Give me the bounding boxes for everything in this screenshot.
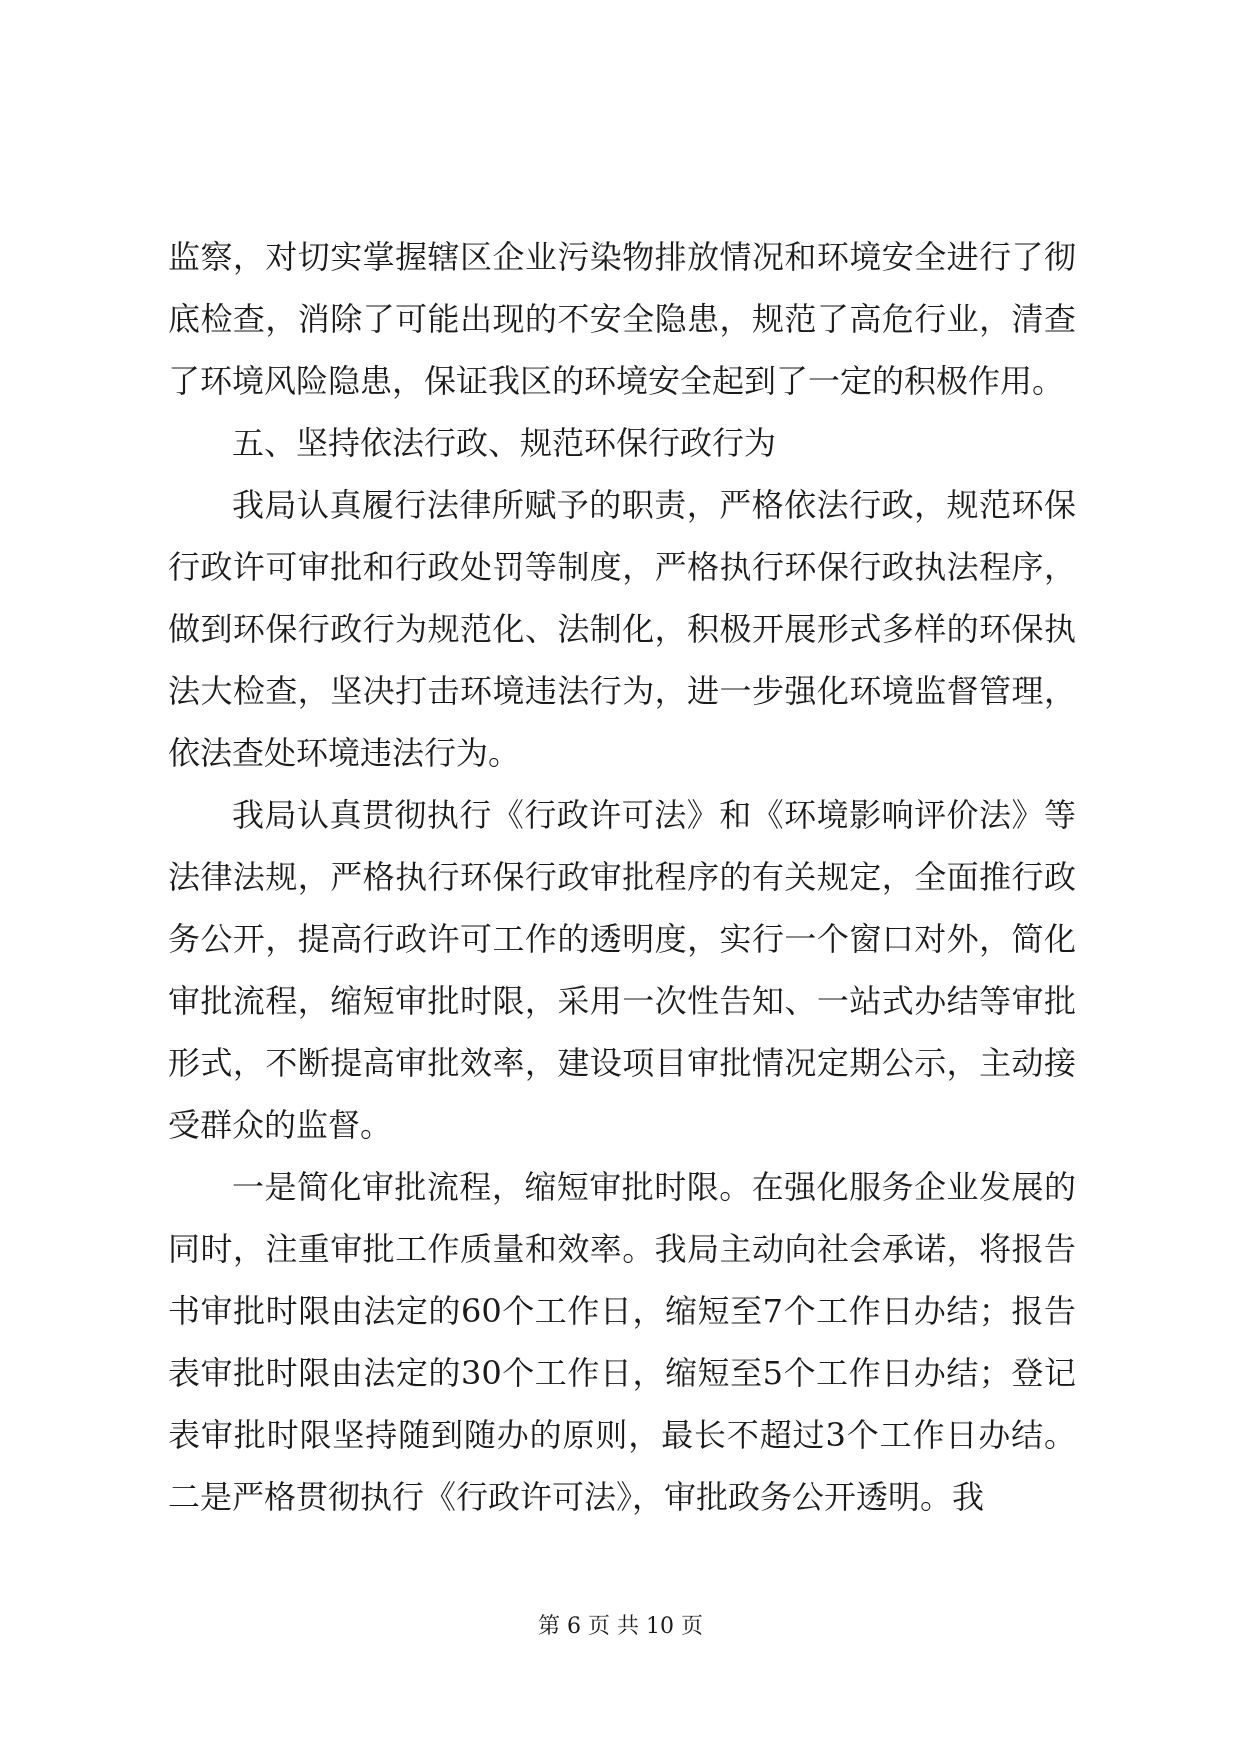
paragraph: 我局认真履行法律所赋予的职责，严格依法行政，规范环保行政许可审批和行政处罚等制度，严格执行环保行政执法程序，做到环保行政行为规范化、法制化，积极开展形式多样的环保执法大检查，坚决打击环境违法行为，进一步强化环境监督管理，依法查处环境违法行为。 [168,486,1076,772]
page-number-footer: 第 6 页 共 10 页 [538,1614,703,1639]
document-body [168,226,1076,1528]
paragraph: 我局认真贯彻执行《行政许可法》和《环境影响评价法》等法律法规，严格执行环保行政审批程序的有关规定，全面推行政务公开，提高行政许可工作的透明度，实行一个窗口对外，简化审批流程，缩短审批时限，采用一次性告知、一站式办结等审批形式，不断提高审批效率，建设项目审批情况定期公示，主动接受群众的监督。 [168,796,1076,1144]
paragraph-continuation: 监察，对切实掌握辖区企业污染物排放情况和环境安全进行了彻底检查，消除了可能出现的不安全隐患，规范了高危行业，清查了环境风险隐患，保证我区的环境安全起到了一定的积极作用。 [168,238,1076,400]
paragraph: 一是简化审批流程，缩短审批时限。在强化服务企业发展的同时，注重审批工作质量和效率。我局主动向社会承诺，将报告书审批时限由法定的60个工作日，缩短至7个工作日办结；报告表审批时限由法定的30个工作日，缩短至5个工作日办结；登记表审批时限坚持随到随办的原则，最长不超过3个工作日办结。二是严格贯彻执行《行政许可法》，审批政务公开透明。我 [168,1168,1076,1516]
section-heading: 五、坚持依法行政、规范环保行政行为 [232,424,777,462]
